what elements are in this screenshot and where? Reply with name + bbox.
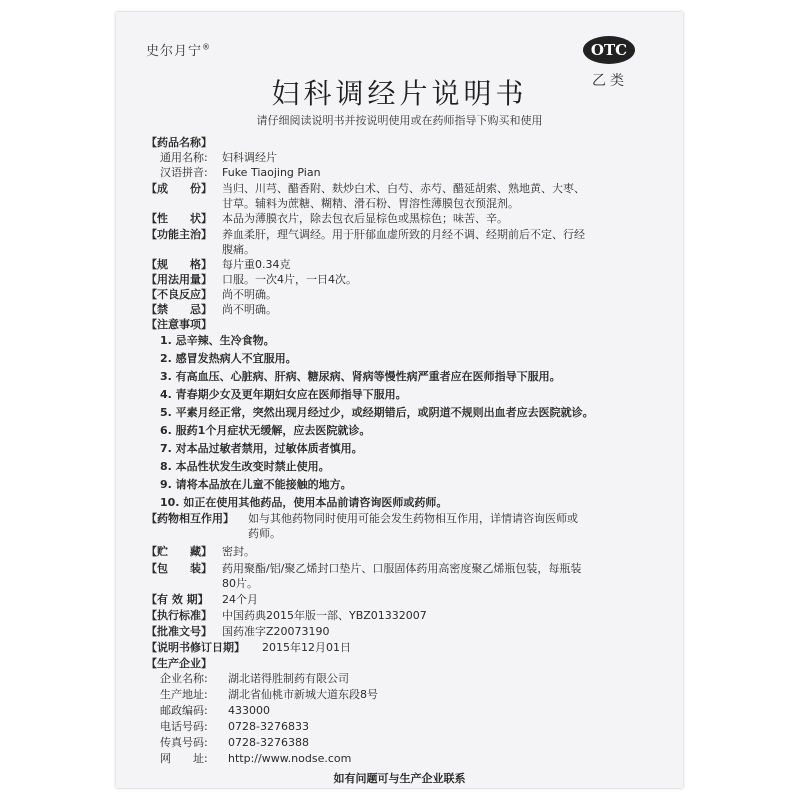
precaution-item: 7. 对本品过敏者禁用，过敏体质者慎用。 bbox=[160, 442, 363, 455]
precaution-item: 4. 青春期少女及更年期妇女应在医师指导下服用。 bbox=[160, 388, 407, 401]
precaution-item: 5. 平素月经正常，突然出现月经过少，或经期错后，或阴道不规则出血者应去医院就诊。 bbox=[160, 406, 594, 419]
package-line-2: 80片。 bbox=[222, 577, 258, 590]
page-subtitle: 请仔细阅读说明书并按说明使用或在药师指导下购买和使用 bbox=[256, 114, 543, 127]
generic-name-value: 妇科调经片 bbox=[222, 151, 277, 164]
composition-line-1: 当归、川芎、醋香附、麸炒白术、白芍、赤芍、醋延胡索、熟地黄、大枣、 bbox=[222, 182, 585, 195]
zip-value: 433000 bbox=[228, 704, 270, 717]
otc-class-label: 乙类 bbox=[592, 73, 628, 89]
precaution-item: 1. 忌辛辣、生冷食物。 bbox=[160, 334, 275, 347]
zip-label: 邮政编码: bbox=[160, 704, 208, 717]
validity-label: 【有 效 期】 bbox=[146, 593, 209, 606]
standard-value: 中国药典2015年版一部、YBZ01332007 bbox=[222, 609, 427, 622]
package-line-1: 药用聚酯/铝/聚乙烯封口垫片、口服固体药用高密度聚乙烯瓶包装，每瓶装 bbox=[222, 562, 582, 575]
validity-value: 24个月 bbox=[222, 593, 258, 606]
address-value: 湖北省仙桃市新城大道东段8号 bbox=[228, 688, 378, 701]
revision-value: 2015年12月01日 bbox=[262, 641, 351, 654]
adverse-value: 尚不明确。 bbox=[222, 288, 277, 301]
company-name-label: 企业名称: bbox=[160, 672, 208, 685]
interactions-line-1: 如与其他药物同时使用可能会发生药物相互作用，详情请咨询医师或 bbox=[248, 512, 578, 525]
interactions-line-2: 药师。 bbox=[248, 527, 281, 540]
contraindications-value: 尚不明确。 bbox=[222, 303, 277, 316]
pinyin-value: Fuke Tiaojing Pian bbox=[222, 166, 321, 179]
generic-name-label: 通用名称: bbox=[160, 151, 208, 164]
address-label: 生产地址: bbox=[160, 688, 208, 701]
precaution-item: 10. 如正在使用其他药品，使用本品前请咨询医师或药师。 bbox=[160, 496, 448, 509]
precaution-item: 2. 感冒发热病人不宜服用。 bbox=[160, 352, 297, 365]
fax-label: 传真号码: bbox=[160, 736, 208, 749]
storage-value: 密封。 bbox=[222, 545, 255, 558]
website-label: 网 址: bbox=[160, 752, 208, 765]
package-label: 【包 装】 bbox=[146, 562, 212, 575]
spec-label: 【规 格】 bbox=[146, 258, 212, 271]
precaution-item: 6. 服药1个月症状无缓解，应去医院就诊。 bbox=[160, 424, 371, 437]
approval-value: 国药准字Z20073190 bbox=[222, 625, 330, 638]
spec-value: 每片重0.34克 bbox=[222, 258, 291, 271]
properties-value: 本品为薄膜衣片，除去包衣后显棕色或黑棕色；味苦、辛。 bbox=[222, 212, 508, 225]
indications-line-2: 腹痛。 bbox=[222, 243, 255, 256]
footer-note: 如有问题可与生产企业联系 bbox=[333, 772, 466, 785]
fax-value: 0728-3276388 bbox=[228, 736, 309, 749]
revision-label: 【说明书修订日期】 bbox=[146, 641, 245, 654]
composition-label: 【成 份】 bbox=[146, 182, 212, 195]
interactions-label: 【药物相互作用】 bbox=[146, 512, 234, 525]
phone-value: 0728-3276833 bbox=[228, 720, 309, 733]
indications-label: 【功能主治】 bbox=[146, 228, 212, 241]
adverse-label: 【不良反应】 bbox=[146, 288, 212, 301]
drug-name-section-label: 【药品名称】 bbox=[146, 136, 212, 149]
phone-label: 电话号码: bbox=[160, 720, 208, 733]
manufacturer-label: 【生产企业】 bbox=[146, 657, 212, 670]
company-name-value: 湖北诺得胜制药有限公司 bbox=[228, 672, 349, 685]
dosage-label: 【用法用量】 bbox=[146, 273, 212, 286]
contraindications-label: 【禁 忌】 bbox=[146, 303, 212, 316]
precautions-label: 【注意事项】 bbox=[146, 318, 212, 331]
properties-label: 【性 状】 bbox=[146, 212, 212, 225]
precaution-item: 8. 本品性状发生改变时禁止使用。 bbox=[160, 460, 330, 473]
otc-badge: OTC bbox=[583, 36, 635, 64]
approval-label: 【批准文号】 bbox=[146, 625, 212, 638]
standard-label: 【执行标准】 bbox=[146, 609, 212, 622]
precaution-item: 3. 有高血压、心脏病、肝病、糖尿病、肾病等慢性病严重者应在医师指导下服用。 bbox=[160, 370, 561, 383]
composition-line-2: 甘草。辅料为蔗糖、糊精、滑石粉、胃溶性薄膜包衣预混剂。 bbox=[222, 197, 519, 210]
website-value: http://www.nodse.com bbox=[228, 752, 352, 765]
storage-label: 【贮 藏】 bbox=[146, 545, 212, 558]
brand-logo: 史尔月宁® bbox=[146, 42, 212, 59]
indications-line-1: 养血柔肝，理气调经。用于肝郁血虚所致的月经不调、经期前后不定、行经 bbox=[222, 228, 585, 241]
pinyin-label: 汉语拼音: bbox=[160, 166, 208, 179]
dosage-value: 口服。一次4片，一日4次。 bbox=[222, 273, 357, 286]
precaution-item: 9. 请将本品放在儿童不能接触的地方。 bbox=[160, 478, 352, 491]
page-title: 妇科调经片说明书 bbox=[271, 77, 528, 110]
